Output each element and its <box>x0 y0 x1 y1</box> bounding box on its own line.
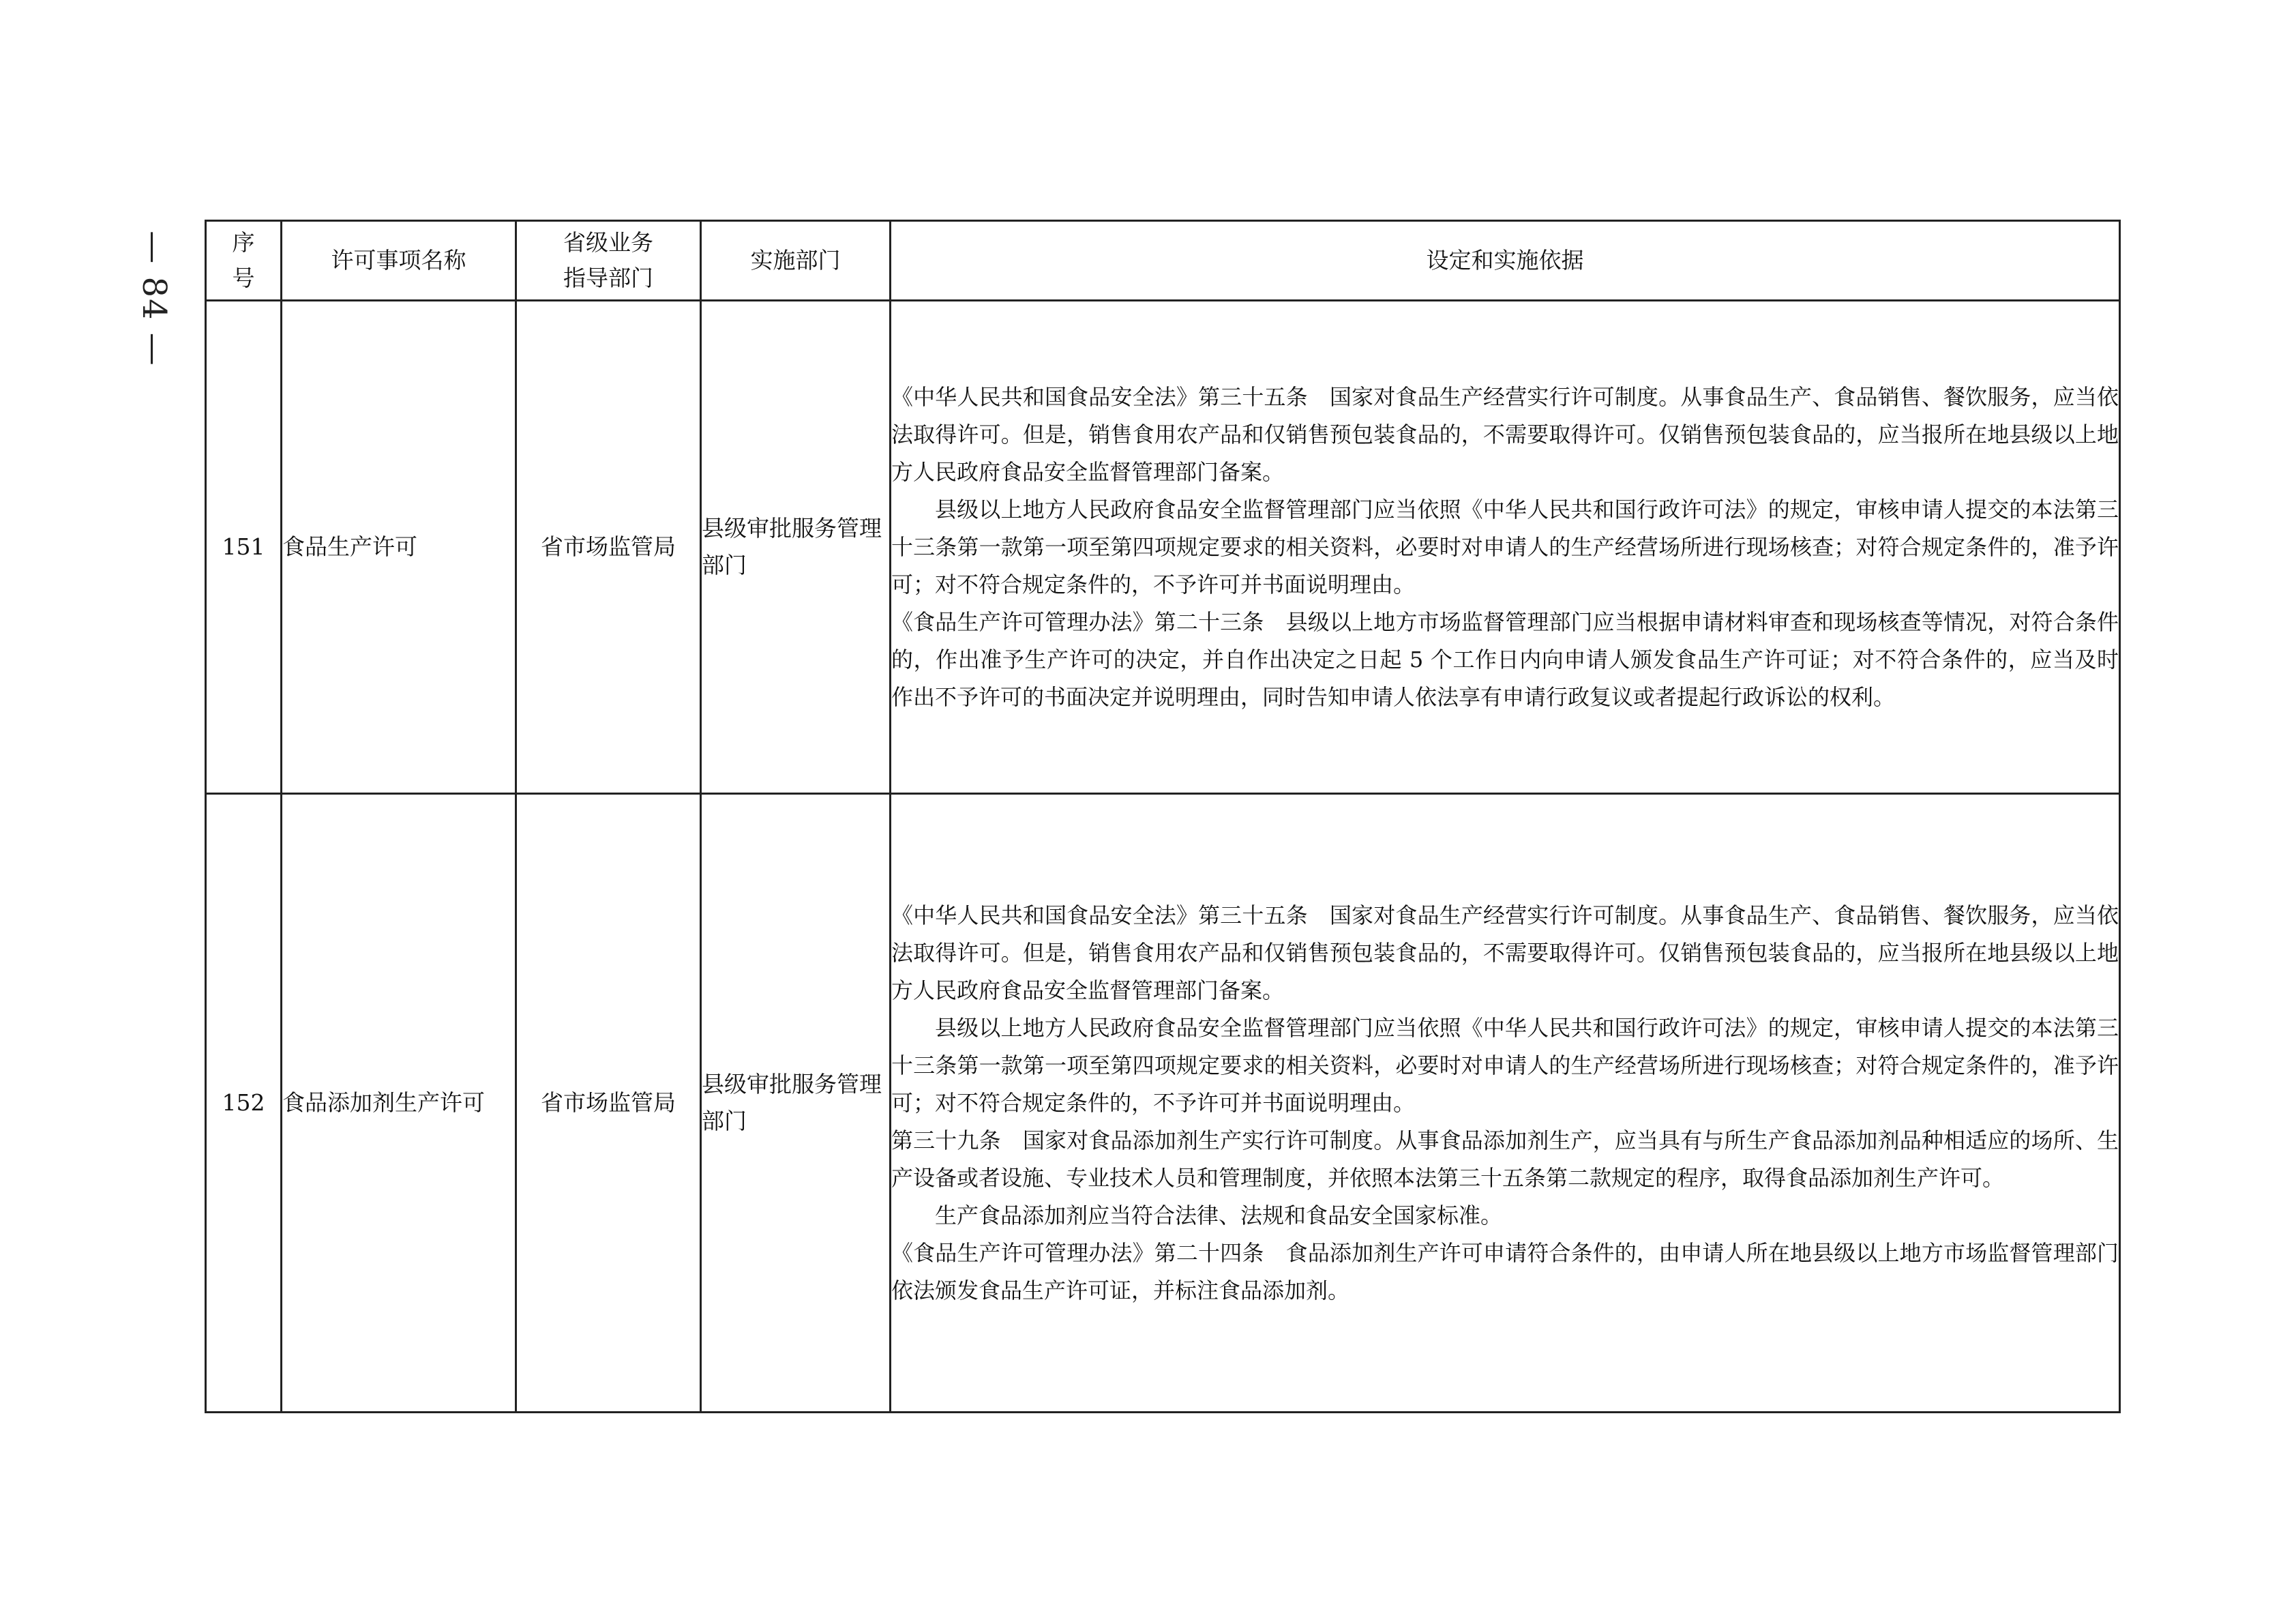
table-row <box>206 794 2120 1413</box>
table-body <box>206 301 2120 1413</box>
page-number-text: — 84 — <box>135 231 173 367</box>
basis-paragraph: 第三十九条 国家对食品添加剂生产实行许可制度。从事食品添加剂生产，应当具有与所生产食品添加剂品种相适应的场所、生产设备或者设施、专业技术人员和管理制度，并依照本法第三十五条第二款规定的程序，取得食品添加剂生产许可。 <box>891 1127 2119 1191</box>
basis-paragraph: 《中华人民共和国食品安全法》第三十五条 国家对食品生产经营实行许可制度。从事食品生产、食品销售、餐饮服务，应当依法取得许可。但是，销售食用农产品和仅销售预包装食品的，不需要取得许可。仅销售预包装食品的，应当报所在地县级以上地方人民政府食品安全监督管理部门备案。 <box>891 902 2119 1003</box>
header-dept: 省级业务 指导部门 <box>516 221 701 301</box>
cell-name: 食品生产许可 <box>282 301 516 794</box>
basis-paragraph: 县级以上地方人民政府食品安全监督管理部门应当依照《中华人民共和国行政许可法》的规定，审核申请人提交的本法第三十三条第一款第一项至第四项规定要求的相关资料，必要时对申请人的生产经营场所进行现场核查；对符合规定条件的，准予许可；对不符合规定条件的，不予许可并书面说明理由。 <box>891 1014 2119 1116</box>
cell-name: 食品添加剂生产许可 <box>282 794 516 1413</box>
table-header <box>206 221 2120 301</box>
cell-no: 151 <box>206 301 282 794</box>
header-row <box>206 221 2120 301</box>
header-basis: 设定和实施依据 <box>891 221 2120 301</box>
cell-dept: 省市场监管局 <box>516 794 701 1413</box>
cell-basis <box>891 794 2120 1413</box>
header-impl: 实施部门 <box>701 221 891 301</box>
table-row <box>206 301 2120 794</box>
cell-impl: 县级审批服务管理部门 <box>701 794 891 1413</box>
cell-impl: 县级审批服务管理部门 <box>701 301 891 794</box>
cell-no: 152 <box>206 794 282 1413</box>
cell-basis <box>891 301 2120 794</box>
basis-paragraph: 《食品生产许可管理办法》第二十三条 县级以上地方市场监督管理部门应当根据申请材料审查和现场核查等情况，对符合条件的，作出准予生产许可的决定，并自作出决定之日起 5 个工作日内向申请人颁发食品生产许可证；对不符合条件的，应当及时作出不予许可的书面决定并说明理由，同时告知申请人依法享有申请行政复议或者提起行政诉讼的权利。 <box>891 608 2119 710</box>
basis-paragraph: 《食品生产许可管理办法》第二十四条 食品添加剂生产许可申请符合条件的，由申请人所在地县级以上地方市场监督管理部门依法颁发食品生产许可证，并标注食品添加剂。 <box>891 1239 2119 1303</box>
basis-paragraph: 县级以上地方人民政府食品安全监督管理部门应当依照《中华人民共和国行政许可法》的规定，审核申请人提交的本法第三十三条第一款第一项至第四项规定要求的相关资料，必要时对申请人的生产经营场所进行现场核查；对符合规定条件的，准予许可；对不符合规定条件的，不予许可并书面说明理由。 <box>891 496 2119 597</box>
basis-paragraph: 生产食品添加剂应当符合法律、法规和食品安全国家标准。 <box>935 1202 1503 1228</box>
header-name: 许可事项名称 <box>282 221 516 301</box>
cell-dept: 省市场监管局 <box>516 301 701 794</box>
header-no: 序 号 <box>206 221 282 301</box>
page-number <box>127 217 181 381</box>
permit-table <box>205 220 2121 1413</box>
basis-paragraph: 《中华人民共和国食品安全法》第三十五条 国家对食品生产经营实行许可制度。从事食品生产、食品销售、餐饮服务，应当依法取得许可。但是，销售食用农产品和仅销售预包装食品的，不需要取得许可。仅销售预包装食品的，应当报所在地县级以上地方人民政府食品安全监督管理部门备案。 <box>891 383 2119 485</box>
